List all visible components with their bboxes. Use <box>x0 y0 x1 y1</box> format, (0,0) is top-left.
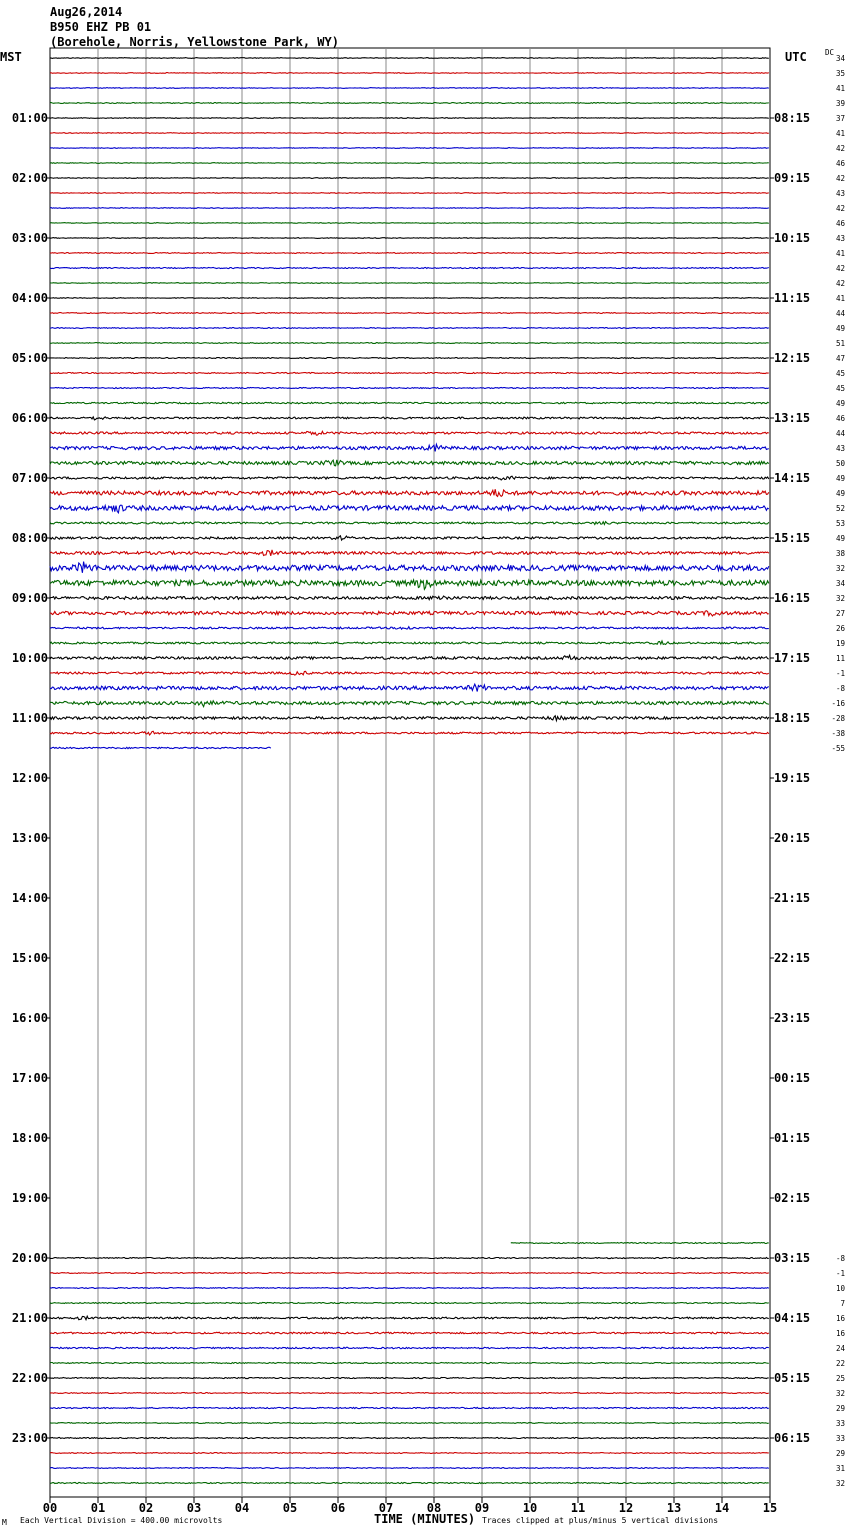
seismic-trace <box>50 178 769 179</box>
seismic-trace <box>50 671 769 675</box>
seismic-trace <box>50 536 769 540</box>
utc-hour-label: 10:15 <box>774 231 811 245</box>
dc-offset-label: 46 <box>835 414 845 423</box>
dc-offset-label: 43 <box>835 444 845 453</box>
seismic-trace <box>50 1363 769 1364</box>
mst-hour-label: 16:00 <box>11 1011 48 1025</box>
dc-offset-label: 11 <box>835 654 845 663</box>
seismic-trace <box>50 611 769 616</box>
seismic-trace <box>50 641 769 645</box>
mst-hour-label: 23:00 <box>11 1431 48 1445</box>
dc-offset-label: 50 <box>835 459 845 468</box>
dc-offset-label: 51 <box>835 339 845 348</box>
utc-hour-label: 19:15 <box>774 771 811 785</box>
seismic-trace <box>50 163 769 164</box>
seismic-trace <box>50 747 271 748</box>
dc-offset-label: 29 <box>835 1404 845 1413</box>
utc-hour-label: 02:15 <box>774 1191 811 1205</box>
mst-hour-label: 20:00 <box>11 1251 48 1265</box>
dc-offset-label: 33 <box>835 1434 845 1443</box>
mst-hour-label: 04:00 <box>11 291 48 305</box>
label-layer <box>12 54 846 1515</box>
header-date: Aug26,2014 <box>50 5 123 19</box>
x-tick-label: 07 <box>378 1501 394 1515</box>
dc-offset-label: 49 <box>835 474 845 483</box>
seismic-trace <box>50 328 769 329</box>
dc-offset-label: 33 <box>835 1419 845 1428</box>
x-tick-label: 13 <box>666 1501 682 1515</box>
seismic-trace <box>50 1273 769 1274</box>
dc-offset-label: 42 <box>835 279 845 288</box>
dc-offset-label: 46 <box>835 219 845 228</box>
x-tick-label: 09 <box>474 1501 490 1515</box>
dc-offset-label: 39 <box>835 99 845 108</box>
dc-offset-label: 16 <box>835 1329 845 1338</box>
utc-hour-label: 21:15 <box>774 891 811 905</box>
seismic-trace <box>50 193 769 194</box>
dc-offset-label: 19 <box>835 639 845 648</box>
seismic-trace <box>50 444 769 451</box>
dc-offset-label: -38 <box>831 729 845 738</box>
x-tick-label: 06 <box>330 1501 346 1515</box>
dc-offset-label: 32 <box>835 1479 845 1488</box>
seismic-trace <box>50 460 769 466</box>
utc-hour-label: 15:15 <box>774 531 811 545</box>
utc-hour-label: 20:15 <box>774 831 811 845</box>
seismic-trace <box>50 373 769 374</box>
seismic-trace <box>50 627 769 630</box>
seismic-trace <box>50 476 769 480</box>
mst-hour-label: 11:00 <box>11 711 48 725</box>
dc-label: DC <box>825 48 835 57</box>
dc-offset-label: 27 <box>835 609 845 618</box>
x-tick-label: 04 <box>234 1501 250 1515</box>
x-tick-label: 02 <box>138 1501 154 1515</box>
seismic-trace <box>50 505 769 513</box>
dc-offset-label: 41 <box>835 294 845 303</box>
dc-offset-label: 10 <box>835 1284 845 1293</box>
utc-hour-label: 12:15 <box>774 351 811 365</box>
utc-hour-label: 04:15 <box>774 1311 811 1325</box>
seismic-trace <box>50 402 769 403</box>
seismic-trace <box>50 1332 769 1334</box>
dc-offset-label: 24 <box>835 1344 845 1353</box>
mst-hour-label: 06:00 <box>11 411 48 425</box>
dc-offset-label: 29 <box>835 1449 845 1458</box>
seismic-trace <box>50 1303 769 1304</box>
dc-offset-label: 7 <box>840 1299 845 1308</box>
dc-offset-label: 49 <box>835 489 845 498</box>
seismic-trace <box>50 1393 769 1394</box>
seismic-trace <box>50 253 769 254</box>
mst-hour-label: 01:00 <box>11 111 48 125</box>
x-tick-label: 15 <box>762 1501 778 1515</box>
dc-offset-label: 31 <box>835 1464 845 1473</box>
x-tick-label: 05 <box>282 1501 298 1515</box>
dc-offset-label: 37 <box>835 114 845 123</box>
seismic-trace <box>50 684 769 691</box>
seismic-trace <box>50 1258 769 1259</box>
utc-hour-label: 11:15 <box>774 291 811 305</box>
dc-offset-label: 42 <box>835 174 845 183</box>
x-tick-label: 10 <box>522 1501 538 1515</box>
dc-offset-label: 16 <box>835 1314 845 1323</box>
seismic-trace <box>50 417 769 420</box>
mst-hour-label: 08:00 <box>11 531 48 545</box>
dc-offset-label: 22 <box>835 1359 845 1368</box>
mst-hour-label: 17:00 <box>11 1071 48 1085</box>
utc-hour-label: 09:15 <box>774 171 811 185</box>
dc-offset-label: 34 <box>835 54 845 63</box>
dc-offset-label: 26 <box>835 624 845 633</box>
x-tick-label: 11 <box>570 1501 586 1515</box>
dc-offset-label: 41 <box>835 129 845 138</box>
utc-hour-label: 03:15 <box>774 1251 811 1265</box>
x-tick-label: 14 <box>714 1501 730 1515</box>
plot-frame <box>50 48 770 1497</box>
mst-hour-label: 02:00 <box>11 171 48 185</box>
mst-hour-label: 18:00 <box>11 1131 48 1145</box>
seismic-trace <box>50 118 769 119</box>
dc-offset-label: 49 <box>835 399 845 408</box>
seismic-trace <box>50 655 769 659</box>
dc-offset-label: 53 <box>835 519 845 528</box>
mst-hour-label: 10:00 <box>11 651 48 665</box>
seismic-trace <box>50 148 769 149</box>
dc-offset-label: 44 <box>835 309 845 318</box>
mst-hour-label: 15:00 <box>11 951 48 965</box>
seismic-trace <box>50 701 769 707</box>
seismic-trace <box>50 1453 769 1454</box>
header-location: (Borehole, Norris, Yellowstone Park, WY) <box>50 35 339 49</box>
mst-hour-label: 19:00 <box>11 1191 48 1205</box>
dc-offset-label: 35 <box>835 69 845 78</box>
dc-offset-label: -16 <box>831 699 845 708</box>
dc-offset-label: 44 <box>835 429 845 438</box>
utc-hour-label: 06:15 <box>774 1431 811 1445</box>
dc-offset-label: 45 <box>835 384 845 393</box>
seismic-trace <box>50 580 769 589</box>
dc-offset-label: 47 <box>835 354 845 363</box>
dc-offset-label: -1 <box>835 669 845 678</box>
mst-hour-label: 13:00 <box>11 831 48 845</box>
header-station: B950 EHZ PB 01 <box>50 20 152 34</box>
utc-hour-label: 14:15 <box>774 471 811 485</box>
dc-offset-label: 52 <box>835 504 845 513</box>
dc-offset-label: 25 <box>835 1374 845 1383</box>
mst-hour-label: 03:00 <box>11 231 48 245</box>
seismic-trace <box>50 388 769 389</box>
seismic-trace <box>50 103 769 104</box>
dc-offset-label: -1 <box>835 1269 845 1278</box>
utc-hour-label: 00:15 <box>774 1071 811 1085</box>
mst-hour-label: 22:00 <box>11 1371 48 1385</box>
seismic-trace <box>50 1288 769 1289</box>
grid-layer <box>46 48 774 1503</box>
seismic-trace <box>50 489 769 496</box>
x-tick-label: 00 <box>42 1501 58 1515</box>
seismic-trace <box>50 1378 769 1379</box>
seismic-trace <box>50 298 769 299</box>
mst-hour-label: 07:00 <box>11 471 48 485</box>
seismic-trace <box>50 1423 769 1424</box>
seismic-trace <box>50 133 769 134</box>
dc-offset-label: 45 <box>835 369 845 378</box>
x-tick-label: 01 <box>90 1501 106 1515</box>
dc-offset-label: 42 <box>835 144 845 153</box>
dc-offset-label: 42 <box>835 264 845 273</box>
seismic-trace <box>50 88 769 89</box>
seismic-trace <box>50 1316 769 1320</box>
dc-offset-label: 32 <box>835 1389 845 1398</box>
dc-offset-label: 41 <box>835 249 845 258</box>
utc-hour-label: 05:15 <box>774 1371 811 1385</box>
seismic-trace <box>50 596 769 600</box>
seismic-trace <box>50 313 769 314</box>
trace-layer <box>50 58 769 1484</box>
utc-hour-label: 22:15 <box>774 951 811 965</box>
dc-offset-label: 43 <box>835 234 845 243</box>
utc-hour-label: 13:15 <box>774 411 811 425</box>
x-tick-label: 03 <box>186 1501 202 1515</box>
mst-hour-label: 09:00 <box>11 591 48 605</box>
left-zone-label: MST <box>0 50 22 64</box>
dc-offset-label: 46 <box>835 159 845 168</box>
dc-offset-label: 49 <box>835 534 845 543</box>
dc-offset-label: 32 <box>835 594 845 603</box>
x-axis-title: TIME (MINUTES) <box>374 1512 476 1526</box>
mst-hour-label: 12:00 <box>11 771 48 785</box>
seismic-trace <box>50 343 769 344</box>
seismic-trace <box>50 268 769 269</box>
seismic-trace <box>50 562 769 573</box>
dc-offset-label: -55 <box>831 744 845 753</box>
utc-hour-label: 01:15 <box>774 1131 811 1145</box>
dc-offset-label: -28 <box>831 714 845 723</box>
utc-hour-label: 16:15 <box>774 591 811 605</box>
dc-offset-label: 49 <box>835 324 845 333</box>
utc-hour-label: 17:15 <box>774 651 811 665</box>
right-zone-label: UTC <box>785 50 807 64</box>
seismic-trace <box>511 1243 769 1244</box>
dc-offset-label: 34 <box>835 579 845 588</box>
dc-offset-label: 42 <box>835 204 845 213</box>
seismic-trace <box>50 208 769 209</box>
footer-clip-note: Traces clipped at plus/minus 5 vertical divisions <box>482 1516 719 1525</box>
footer-corner: M <box>2 1518 7 1527</box>
dc-offset-label: -8 <box>835 684 845 693</box>
seismic-trace <box>50 223 769 224</box>
seismic-trace <box>50 716 769 721</box>
mst-hour-label: 21:00 <box>11 1311 48 1325</box>
dc-offset-label: 32 <box>835 564 845 573</box>
footer-scale-note: Each Vertical Division = 400.00 microvolts <box>20 1516 223 1525</box>
seismic-trace <box>50 731 769 735</box>
mst-hour-label: 14:00 <box>11 891 48 905</box>
seismic-trace <box>50 1483 769 1484</box>
seismic-trace <box>50 358 769 359</box>
mst-hour-label: 05:00 <box>11 351 48 365</box>
seismic-trace <box>50 238 769 239</box>
seismic-trace <box>50 1407 769 1408</box>
seismic-trace <box>50 1438 769 1439</box>
seismic-trace <box>50 73 769 74</box>
seismic-trace <box>50 1468 769 1469</box>
dc-offset-label: 38 <box>835 549 845 558</box>
dc-offset-label: 43 <box>835 189 845 198</box>
utc-hour-label: 23:15 <box>774 1011 811 1025</box>
seismic-trace <box>50 58 769 59</box>
x-tick-label: 12 <box>618 1501 634 1515</box>
dc-offset-label: 41 <box>835 84 845 93</box>
utc-hour-label: 08:15 <box>774 111 811 125</box>
seismic-trace <box>50 522 769 525</box>
seismic-trace <box>50 431 769 435</box>
utc-hour-label: 18:15 <box>774 711 811 725</box>
x-tick-label: 08 <box>426 1501 442 1515</box>
seismic-trace <box>50 1347 769 1348</box>
seismic-trace <box>50 283 769 284</box>
dc-offset-label: -8 <box>835 1254 845 1263</box>
seismic-trace <box>50 550 769 556</box>
